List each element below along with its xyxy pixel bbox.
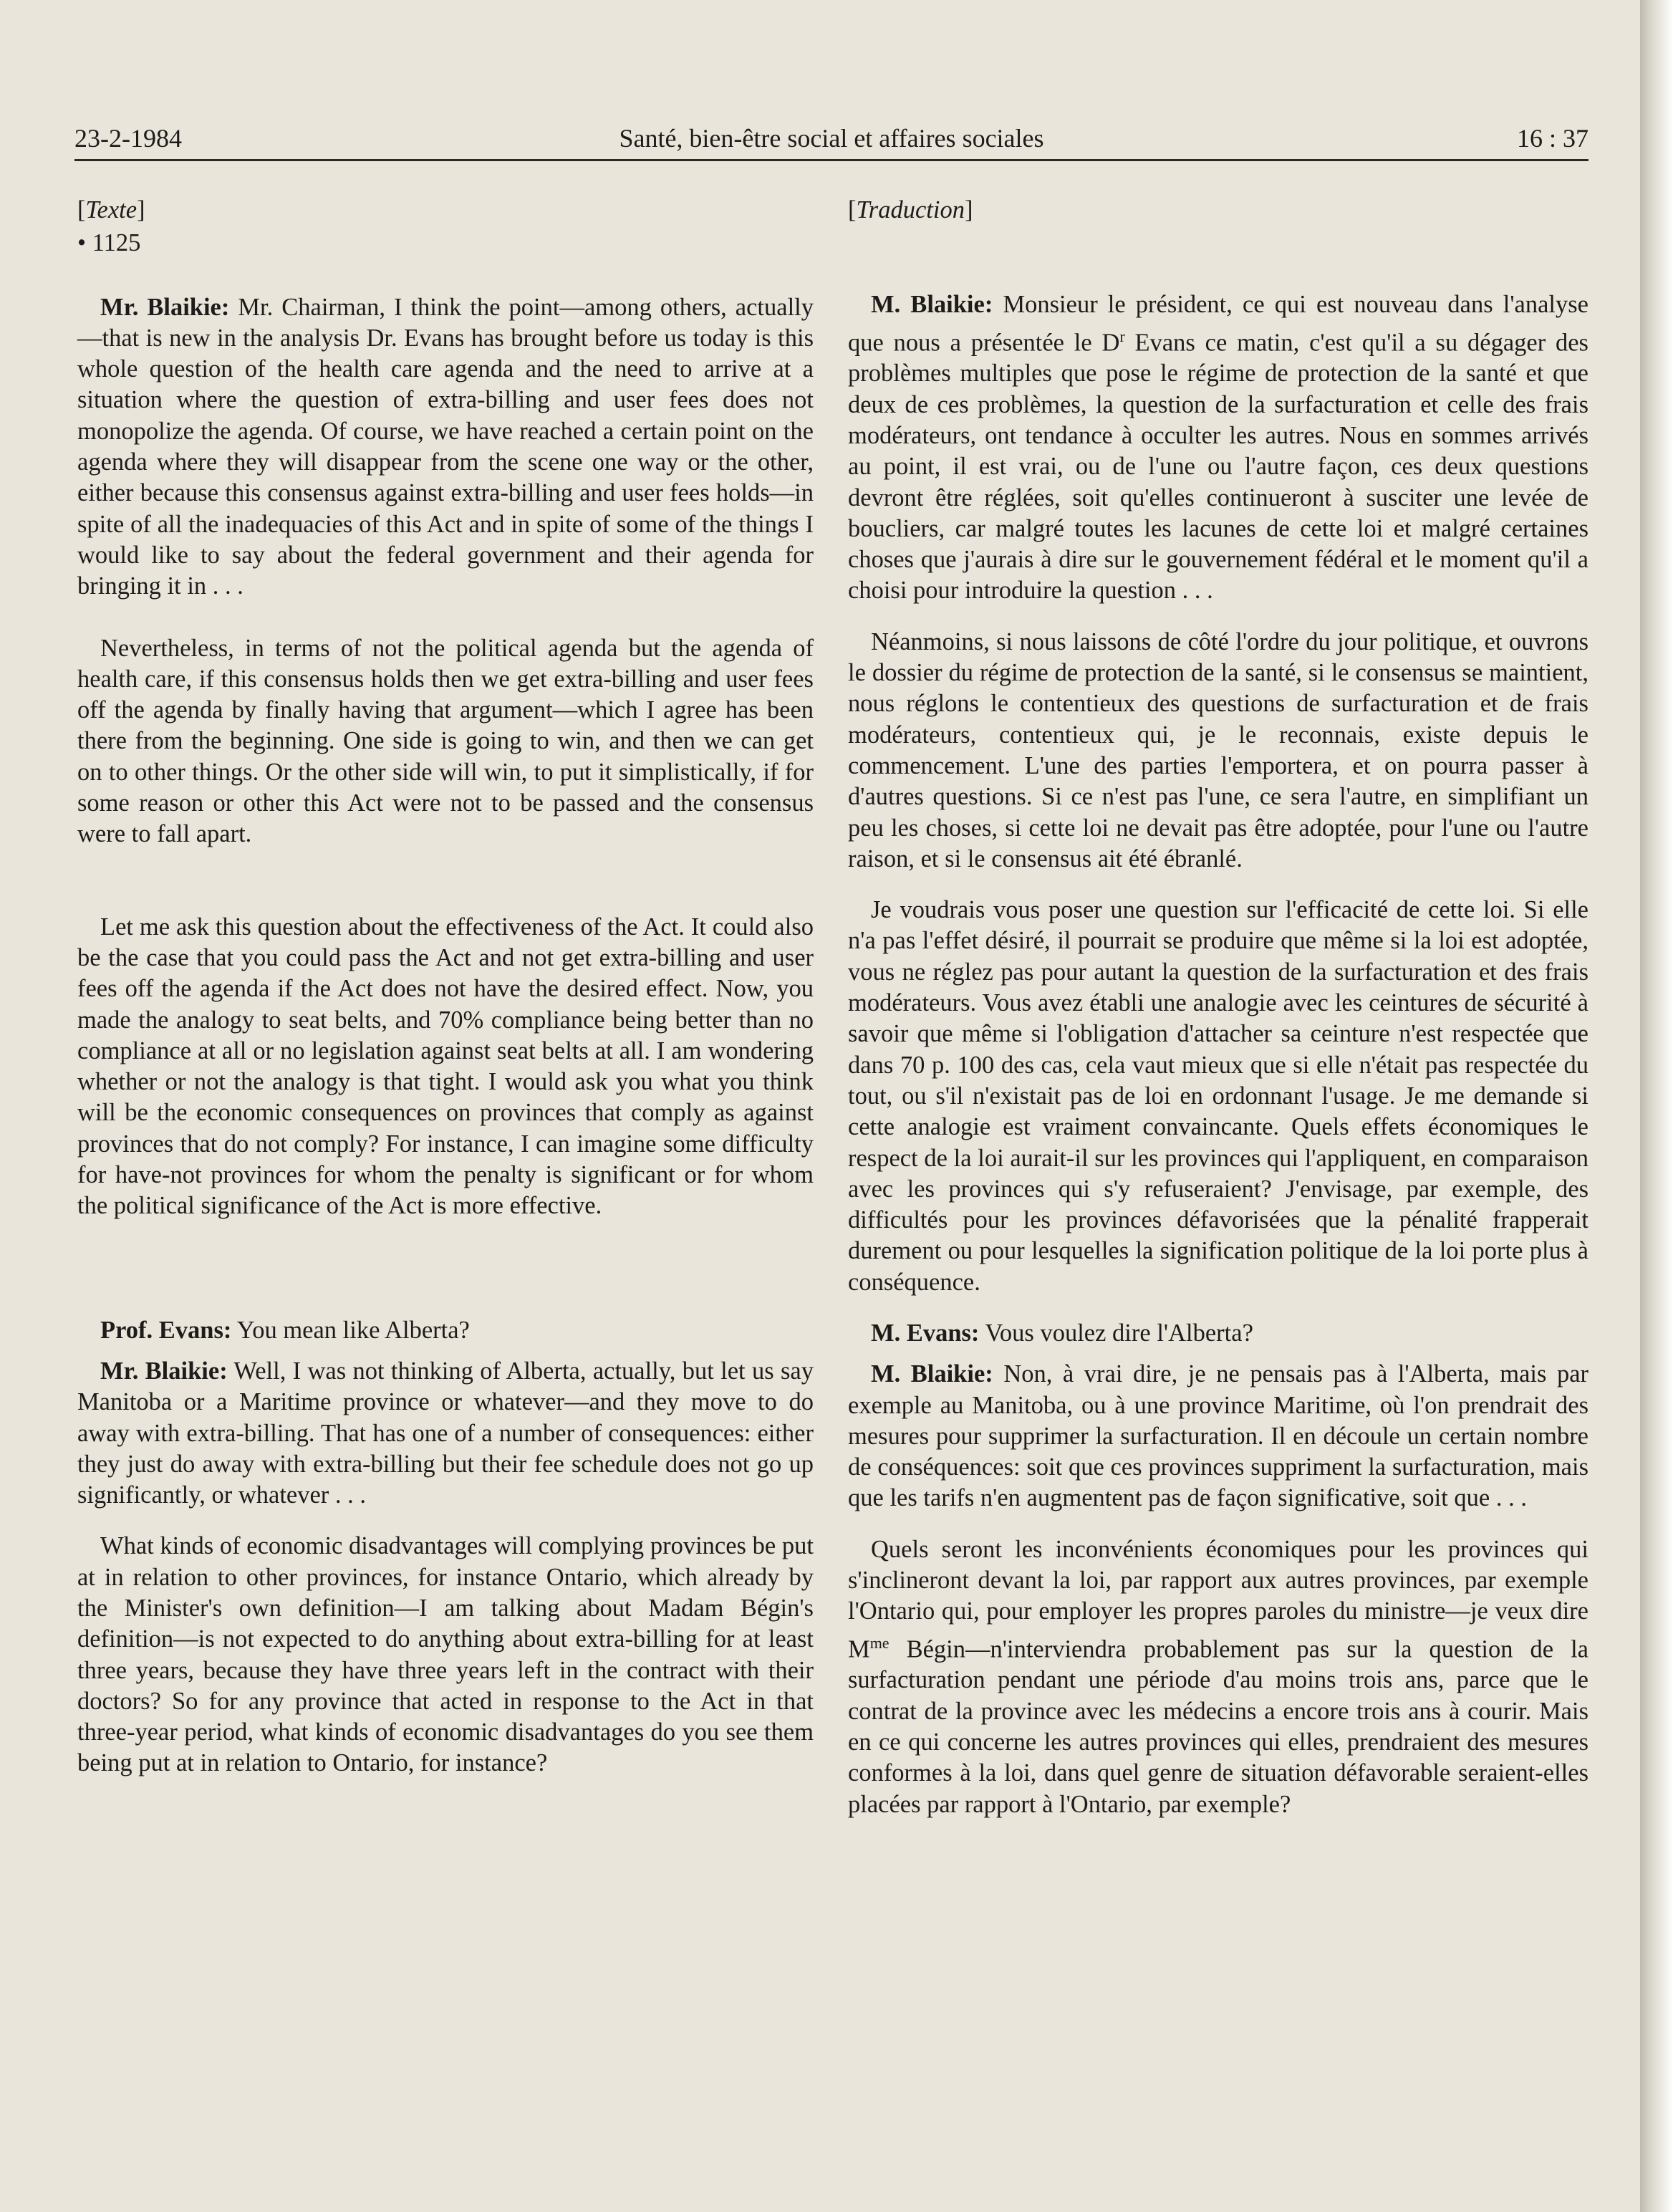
speaker-name: M. Blaikie: — [871, 1360, 993, 1388]
paragraph: M. Evans: Vous voulez dire l'Alberta? — [871, 1319, 1253, 1347]
paragraph: What kinds of economic disadvantages will complying provinces be put at in relation to other provinces, for instance Ontario, which already by the Minister's own definition—I am talking about Madam Bégin's definition—is not expected to do anything about extra-billing for at least three years, because they have three years left in the contract with their doctors? So for any province that acted in response to the Act in that three-year period, what kinds of economic disadvantages do you see them being put at in relation to Ontario, for instance? — [77, 1532, 814, 1777]
speaker-name: Prof. Evans: — [100, 1316, 232, 1344]
paragraph: Let me ask this question about the effectiveness of the Act. It could also be the case that you could pass the Act and not get extra-billing and user fees off the agenda if the Act does not have the desired effect. Now, you made the analogy to seat belts, and 70% compliance being better than no compliance at all or no legislation against seat belts at all. I am wondering whether or not the analogy is that tight. I would ask you what you think will be the economic consequences on provinces that comply as against provinces that do not comply? For instance, I can imagine some difficulty for have-not provinces for whom the penalty is significant or for whom the political significance of the Act is more effective. — [77, 913, 814, 1220]
page-edge — [1640, 0, 1673, 2212]
running-header — [74, 123, 1588, 162]
paragraph: Mr. Blaikie: Mr. Chairman, I think the point—among others, actually—that is new in the analysis Dr. Evans has brought before us today is this whole question of the health care agenda and the need to arrive at a situation where the question of extra-billing and user fees does not monopolize the agenda. Of course, we have reached a certain point on the agenda where they will disappear from the scene one way or the other, either because this consensus against extra-billing and user fees holds—in spite of all the inadequacies of this Act and in spite of some of the things I would like to say about the federal government and their agenda for bringing it in . . . — [77, 293, 814, 600]
header-rule — [74, 159, 1588, 161]
paragraph: Prof. Evans: You mean like Alberta? — [100, 1316, 470, 1344]
speaker-name: Mr. Blaikie: — [100, 1357, 228, 1385]
paragraph: M. Blaikie: Monsieur le président, ce qui est nouveau dans l'analyse que nous a présentée le $D^r$ Evans ce matin, c'est qu'il a su dégager des problèmes multiples que pose le régime de protection de la santé et que deux de ces problèmes, la question de la surfacturation et celle des frais modérateurs, ont tendance à occulter les autres. Nous en sommes arrivés au point, il est vrai, ou de l'une ou l'autre façon, ces deux questions devront être réglées, soit qu'elles continueront à susciter une levée de boucliers, car malgré toutes les lacunes de cette loi et malgré certaines choses que j'aurais à dire sur le gouvernement fédéral et le moment qu'il a choisi pour introduire la question . . . — [848, 291, 1588, 605]
paragraph: Néanmoins, si nous laissons de côté l'ordre du jour politique, et ouvrons le dossier du régime de protection de la santé, si le consensus se maintient, nous réglons le contentieux des questions de surfacturation et de frais modérateurs, contentieux qui, je le reconnais, existe depuis le commencement. L'une des parties l'emportera, et on pourra passer à d'autres questions. Si ce n'est pas l'une, ce sera l'autre, en simplifiant un peu les choses, si cette loi ne devait pas être adoptée, pour l'une ou l'autre raison, et si le consensus ait été ébranlé. — [848, 627, 1588, 872]
section-tag-texte: [Texte] — [77, 196, 145, 223]
header-title: Santé, bien-être social et affaires sociales — [619, 124, 1044, 153]
speaker-name: M. Blaikie: — [871, 291, 993, 319]
speaker-name: M. Evans: — [871, 1319, 980, 1347]
paragraph: Nevertheless, in terms of not the political agenda but the agenda of health care, if this consensus holds then we get extra-billing and user fees off the agenda by finally having that argument––which I agree has been there from the beginning. One side is going to win, and then we can get on to other things. Or the other side will win, to put it simplistically, if for some reason or other this Act were not to be passed and the consensus were to fall apart. — [77, 634, 814, 848]
paragraph: Mr. Blaikie: Well, I was not thinking of Alberta, actually, but let us say Manitoba or a Maritime province or whatever—and they move to do away with extra-billing. That has one of a number of consequences: either they just do away with extra-billing but their fee schedule does not go up significantly, or whatever . . . — [77, 1357, 814, 1509]
paragraph: M. Blaikie: Non, à vrai dire, je ne pensais pas à l'Alberta, mais par exemple au Manitoba, ou à une province Maritime, où l'on prendrait des mesures pour supprimer la surfacturation. Il en découle un certain nombre de conséquences: soit que ces provinces suppriment la surfacturation, mais que les tarifs n'en augmentent pas de façon significative, soit que . . . — [848, 1360, 1589, 1512]
header-date: 23-2-1984 — [74, 124, 182, 153]
speaker-name: Mr. Blaikie: — [100, 293, 230, 321]
french-column — [848, 195, 1588, 1820]
paragraph: Quels seront les inconvénients économiques pour les provinces qui s'inclineront devant la loi, par rapport aux autres provinces, par exemple l'Ontario qui, pour employer les propres paroles du ministre—je veux dire $M^{me}$ Bégin—n'interviendra probablement pas sur la question de la surfacturation pendant une période d'au moins trois ans, parce que le contrat de la province avec les médecins a encore trois ans à courir. Mais en ce qui concerne les autres provinces qui elles, prendraient des mesures conformes à la loi, dans quel genre de situation défavorable seraient-elles placées par rapport à l'Ontario, par exemple? — [848, 1535, 1588, 1818]
time-stamp: • 1125 — [77, 229, 141, 257]
section-tag-traduction: [Traduction] — [848, 196, 973, 223]
english-column — [77, 195, 814, 1779]
header-page-number: 16 : 37 — [1516, 124, 1588, 153]
paragraph: Je voudrais vous poser une question sur l'efficacité de cette loi. Si elle n'a pas l'effet désiré, il pourrait se produire que même si la loi est adoptée, vous ne réglez pas pour autant la question de la surfacturation et des frais modérateurs. Vous avez établi une analogie avec les ceintures de sécurité à savoir que même si l'obligation d'attacher sa ceinture n'est respectée que dans 70 p. 100 des cas, cela vaut mieux que si elle n'était pas respectée du tout, ou s'il n'existait pas de loi en ordonnant l'usage. Je me demande si cette analogie est vraiment convaincante. Quels effets économiques le respect de la loi aurait-il sur les provinces qui l'appliquent, en comparaison avec les provinces qui s'y refuseraient? J'envisage, par exemple, des difficultés pour les provinces défavorisées que la pénalité frapperait durement ou pour lesquelles la signification politique de la loi porte plus à conséquence. — [848, 896, 1588, 1296]
